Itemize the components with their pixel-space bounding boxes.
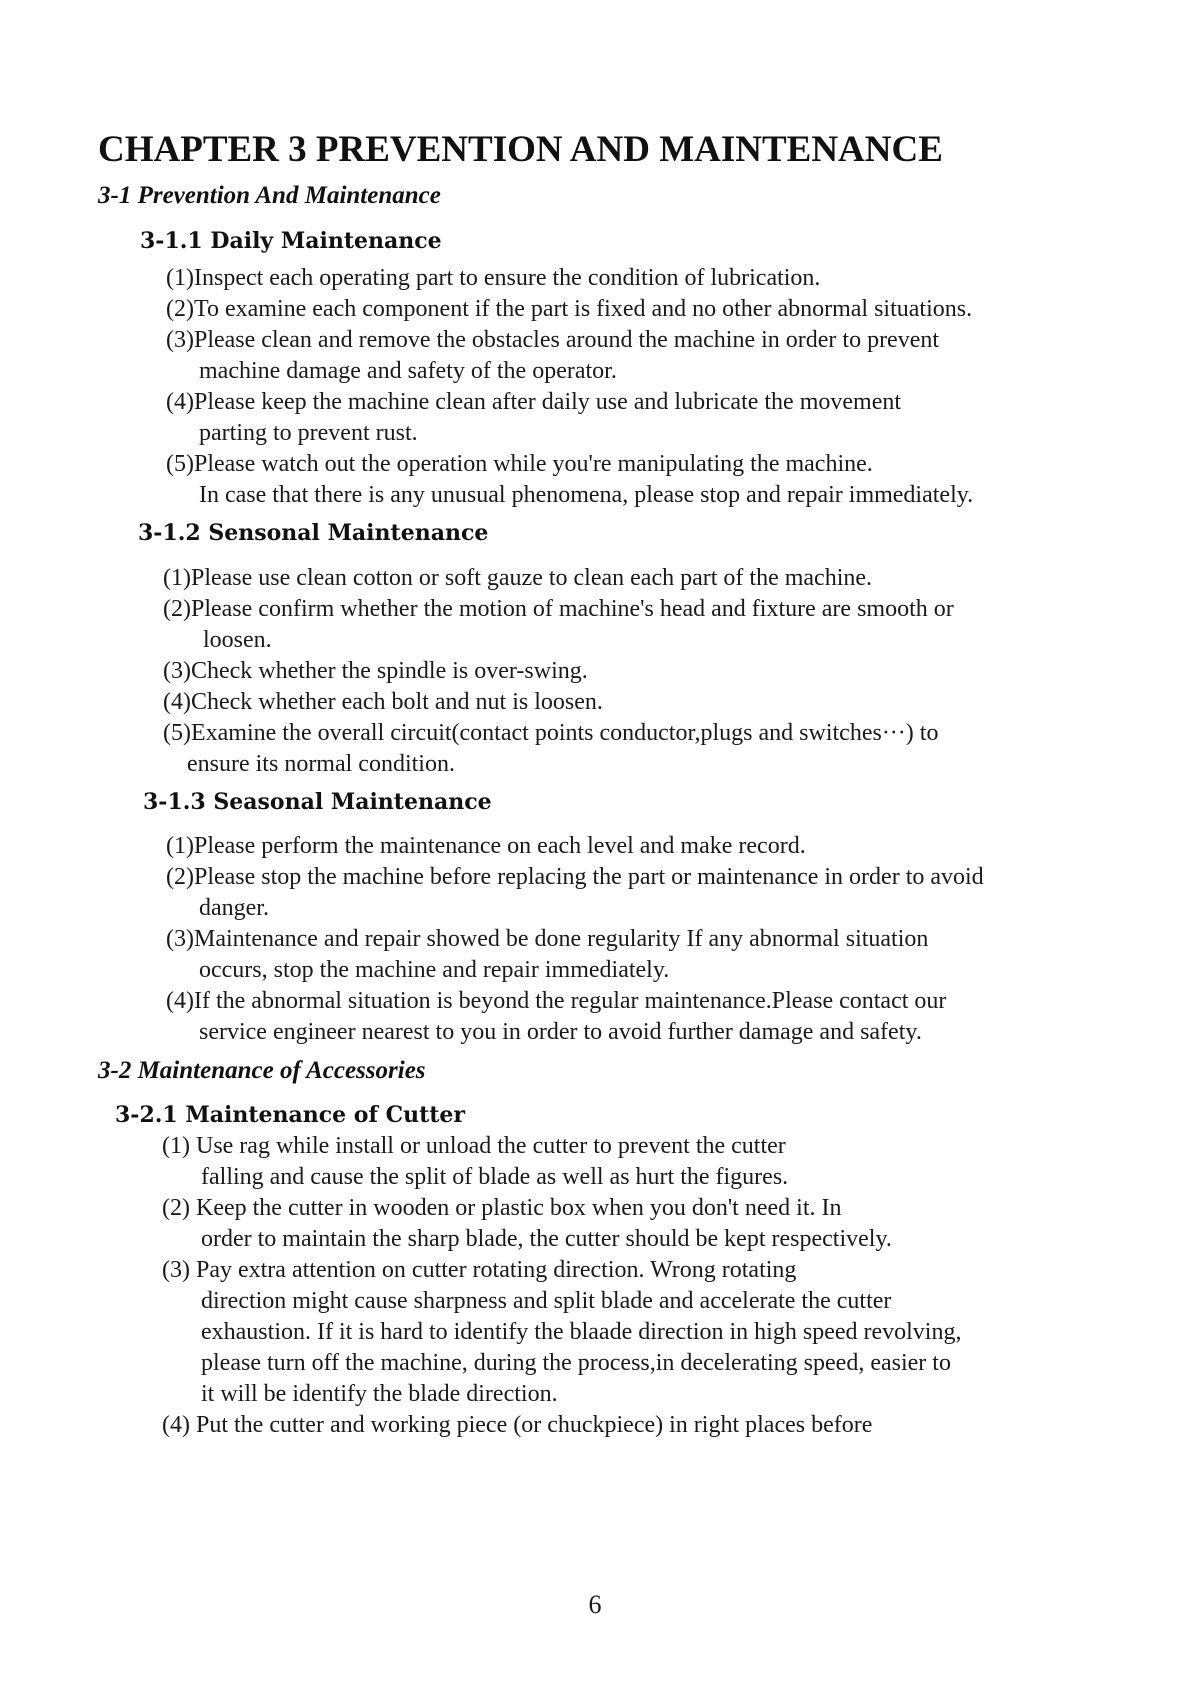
list-item-continuation: order to maintain the sharp blade, the cutter should be kept respectively. bbox=[201, 1226, 892, 1252]
list-item: (3)Please clean and remove the obstacles around the machine in order to prevent bbox=[166, 327, 940, 353]
list-item-continuation: direction might cause sharpness and split blade and accelerate the cutter bbox=[201, 1288, 892, 1314]
subsection-title-3-1-3: 3-1.3 Seasonal Maintenance bbox=[143, 789, 492, 815]
list-item-continuation: exhaustion. If it is hard to identify the blaade direction in high speed revolving, bbox=[201, 1319, 962, 1345]
list-item-continuation: please turn off the machine, during the process,in decelerating speed, easier to bbox=[201, 1350, 951, 1376]
list-item: (3)Maintenance and repair showed be done regularity If any abnormal situation bbox=[166, 926, 929, 952]
list-item: (5)Examine the overall circuit(contact points conductor,plugs and switches···) to bbox=[163, 720, 939, 746]
list-item: (4)Check whether each bolt and nut is loosen. bbox=[163, 689, 603, 715]
chapter-title: CHAPTER 3 PREVENTION AND MAINTENANCE bbox=[98, 129, 943, 170]
list-item-continuation: falling and cause the split of blade as well as hurt the figures. bbox=[201, 1164, 789, 1190]
list-item: (4) Put the cutter and working piece (or chuckpiece) in right places before bbox=[162, 1412, 873, 1438]
list-item: (3) Pay extra attention on cutter rotating direction. Wrong rotating bbox=[162, 1257, 797, 1283]
list-item-continuation: loosen. bbox=[203, 627, 272, 653]
subsection-title-3-1-2: 3-1.2 Sensonal Maintenance bbox=[138, 520, 489, 546]
list-item-continuation: service engineer nearest to you in order to avoid further damage and safety. bbox=[199, 1019, 922, 1045]
list-item: (2)Please confirm whether the motion of machine's head and fixture are smooth or bbox=[163, 596, 954, 622]
list-item: (3)Check whether the spindle is over-swing. bbox=[163, 658, 588, 684]
list-item-continuation: occurs, stop the machine and repair immediately. bbox=[199, 957, 670, 983]
list-item: (5)Please watch out the operation while you're manipulating the machine. bbox=[166, 451, 873, 477]
list-item-continuation: In case that there is any unusual phenomena, please stop and repair immediately. bbox=[199, 482, 974, 508]
list-item: (1)Please use clean cotton or soft gauze to clean each part of the machine. bbox=[163, 565, 873, 591]
list-item: (4)Please keep the machine clean after daily use and lubricate the movement bbox=[166, 389, 902, 415]
list-item-continuation: parting to prevent rust. bbox=[199, 420, 418, 446]
list-item: (2)To examine each component if the part is fixed and no other abnormal situations. bbox=[166, 296, 973, 322]
list-item: (2)Please stop the machine before replacing the part or maintenance in order to avoid bbox=[166, 864, 984, 890]
subsection-title-3-2-1: 3-2.1 Maintenance of Cutter bbox=[115, 1102, 466, 1128]
page-number: 6 bbox=[588, 1590, 602, 1619]
section-title-3-1: 3-1 Prevention And Maintenance bbox=[98, 182, 441, 209]
list-item-continuation: danger. bbox=[199, 895, 269, 921]
list-item: (2) Keep the cutter in wooden or plastic box when you don't need it. In bbox=[162, 1195, 842, 1221]
subsection-title-3-1-1: 3-1.1 Daily Maintenance bbox=[140, 228, 442, 254]
list-item-continuation: machine damage and safety of the operator. bbox=[199, 358, 617, 384]
section-title-3-2: 3-2 Maintenance of Accessories bbox=[98, 1057, 426, 1084]
list-item: (1)Inspect each operating part to ensure the condition of lubrication. bbox=[166, 265, 821, 291]
list-item-continuation: ensure its normal condition. bbox=[187, 751, 455, 777]
list-item: (1)Please perform the maintenance on each level and make record. bbox=[166, 833, 806, 859]
list-item: (1) Use rag while install or unload the cutter to prevent the cutter bbox=[162, 1133, 786, 1159]
list-item-continuation: it will be identify the blade direction. bbox=[201, 1381, 558, 1407]
list-item: (4)If the abnormal situation is beyond the regular maintenance.Please contact our bbox=[166, 988, 947, 1014]
